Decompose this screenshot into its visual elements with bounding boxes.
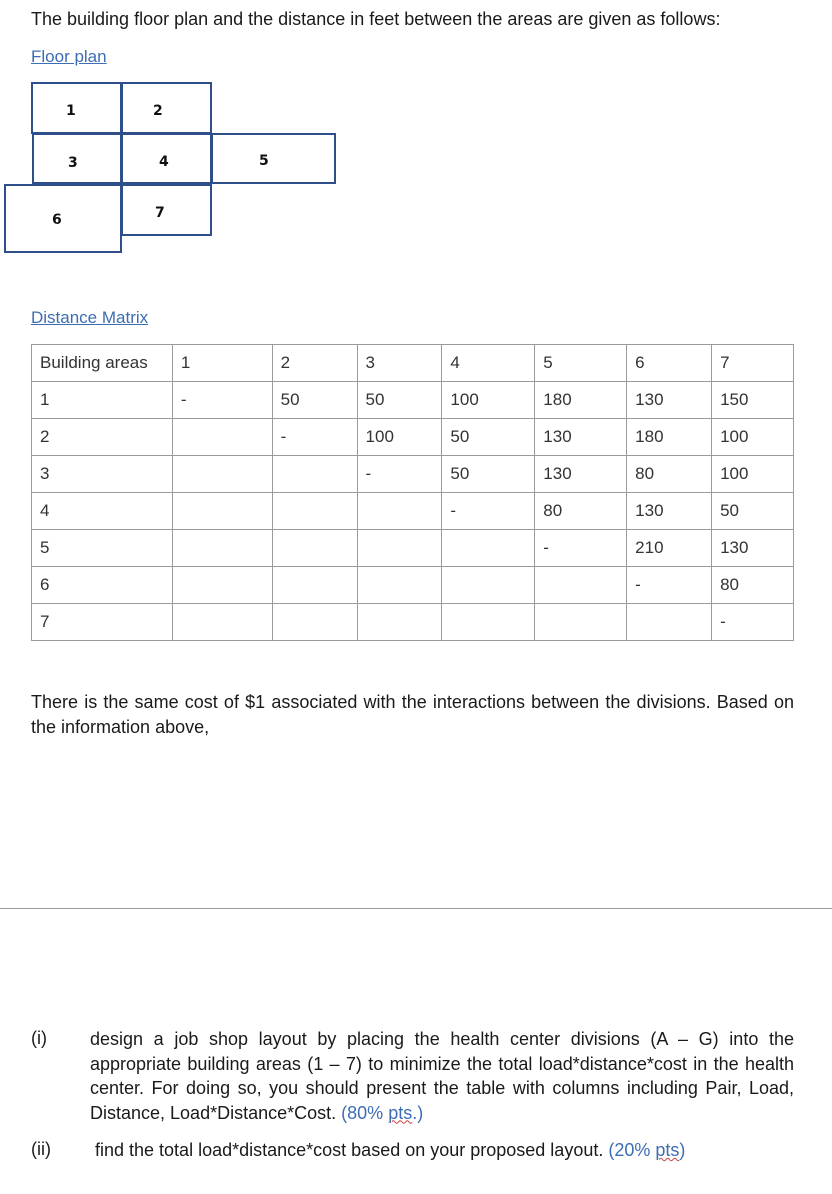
floor-plan-heading[interactable]: Floor plan — [31, 47, 107, 66]
table-cell — [172, 456, 272, 493]
table-cell: 130 — [627, 382, 712, 419]
table-cell: 50 — [712, 493, 794, 530]
table-cell: - — [627, 567, 712, 604]
table-cell — [535, 604, 627, 641]
table-cell — [172, 604, 272, 641]
table-cell — [272, 456, 357, 493]
table-cell: 130 — [627, 493, 712, 530]
table-cell: - — [535, 530, 627, 567]
room-label: 3 — [68, 155, 78, 171]
header-cell: Building areas — [32, 345, 173, 382]
page-divider — [0, 908, 832, 909]
table-cell — [272, 604, 357, 641]
header-cell: 6 — [627, 345, 712, 382]
table-cell: 80 — [535, 493, 627, 530]
table-cell — [172, 567, 272, 604]
row-label: 1 — [32, 382, 173, 419]
table-header-row — [32, 345, 794, 382]
question-1 — [90, 1027, 794, 1125]
table-cell — [442, 604, 535, 641]
table-cell — [172, 493, 272, 530]
points-label — [341, 1103, 423, 1123]
table-cell — [272, 530, 357, 567]
table-cell — [272, 567, 357, 604]
table-cell: - — [712, 604, 794, 641]
room-2 — [121, 82, 212, 134]
question-2 — [95, 1138, 794, 1163]
table-cell — [357, 493, 442, 530]
room-3 — [32, 133, 122, 184]
table-row — [32, 493, 794, 530]
table-cell — [357, 530, 442, 567]
room-5 — [211, 133, 336, 184]
table-cell — [442, 567, 535, 604]
table-cell: 130 — [535, 419, 627, 456]
row-label: 7 — [32, 604, 173, 641]
question-text: design a job shop layout by placing the health center divisions (A – G) into the appropriate building areas (1 – 7) to minimize the total load*distance*cost in the health center. For doing so, you should present the table with columns including Pair, Load, Distance, Load*Distance*Cost. — [90, 1029, 794, 1123]
table-cell: - — [172, 382, 272, 419]
table-cell: 100 — [712, 419, 794, 456]
row-label: 6 — [32, 567, 173, 604]
room-label: 1 — [66, 103, 76, 119]
table-cell: 100 — [712, 456, 794, 493]
table-cell: 180 — [627, 419, 712, 456]
table-cell: - — [357, 456, 442, 493]
row-label: 5 — [32, 530, 173, 567]
table-row — [32, 419, 794, 456]
table-cell: 50 — [357, 382, 442, 419]
table-cell — [357, 567, 442, 604]
table-cell — [272, 493, 357, 530]
header-cell: 7 — [712, 345, 794, 382]
question-text: find the total load*distance*cost based on your proposed layout. — [95, 1140, 604, 1160]
header-cell: 4 — [442, 345, 535, 382]
room-label: 4 — [159, 154, 169, 170]
table-cell: - — [272, 419, 357, 456]
table-cell: 150 — [712, 382, 794, 419]
table-cell — [357, 604, 442, 641]
table-row — [32, 567, 794, 604]
row-label: 4 — [32, 493, 173, 530]
header-cell: 2 — [272, 345, 357, 382]
distance-matrix-heading[interactable]: Distance Matrix — [31, 308, 149, 327]
room-6 — [4, 184, 122, 253]
table-cell — [172, 419, 272, 456]
points-prefix: (20% — [608, 1140, 656, 1160]
room-label: 7 — [155, 205, 165, 221]
table-row — [32, 604, 794, 641]
room-4 — [121, 133, 212, 184]
table-cell — [442, 530, 535, 567]
table-row — [32, 382, 794, 419]
table-row — [32, 456, 794, 493]
table-cell: 80 — [712, 567, 794, 604]
table-cell: 180 — [535, 382, 627, 419]
table-row — [32, 530, 794, 567]
table-cell — [172, 530, 272, 567]
room-7 — [121, 184, 212, 236]
header-cell: 5 — [535, 345, 627, 382]
table-cell: 50 — [272, 382, 357, 419]
room-label: 5 — [259, 153, 269, 169]
intro-text: The building floor plan and the distance in feet between the areas are given as follows: — [31, 9, 721, 29]
table-cell — [535, 567, 627, 604]
table-cell: 50 — [442, 419, 535, 456]
question-number: (i) — [31, 1028, 47, 1048]
room-label: 6 — [52, 212, 62, 228]
room-label: 2 — [153, 103, 163, 119]
room-1 — [31, 82, 122, 134]
table-cell: 100 — [357, 419, 442, 456]
points-prefix: (80% — [341, 1102, 389, 1123]
table-cell: 100 — [442, 382, 535, 419]
points-word: pts — [388, 1102, 413, 1123]
points-label — [608, 1140, 685, 1160]
table-cell: 130 — [712, 530, 794, 567]
points-word: pts — [655, 1140, 680, 1160]
distance-matrix-table — [31, 344, 794, 641]
table-cell: 80 — [627, 456, 712, 493]
row-label: 3 — [32, 456, 173, 493]
cost-paragraph: There is the same cost of $1 associated with the interactions between the divisions. Based on the information above, — [31, 692, 794, 737]
table-cell: - — [442, 493, 535, 530]
question-number: (ii) — [31, 1139, 51, 1159]
table-cell: 50 — [442, 456, 535, 493]
header-cell: 3 — [357, 345, 442, 382]
table-cell: 210 — [627, 530, 712, 567]
points-suffix: ) — [679, 1140, 686, 1160]
header-cell: 1 — [172, 345, 272, 382]
row-label: 2 — [32, 419, 173, 456]
table-cell — [627, 604, 712, 641]
points-suffix: .) — [412, 1102, 424, 1123]
table-cell: 130 — [535, 456, 627, 493]
